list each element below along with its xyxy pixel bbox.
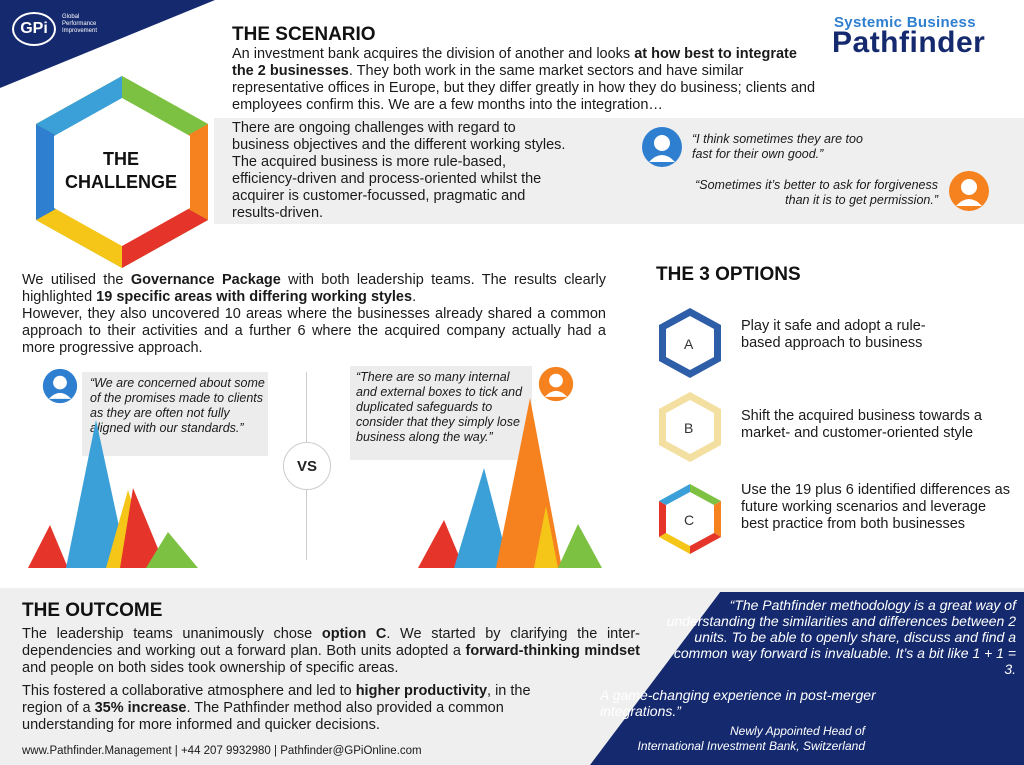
man-glasses-avatar-icon xyxy=(42,368,78,404)
scenario-text xyxy=(232,46,822,114)
governance-text-bold: 19 specific areas with differing working styles xyxy=(96,289,413,305)
governance-text-bold: Governance Package xyxy=(130,272,281,288)
man-glasses-avatar-icon xyxy=(538,366,574,402)
testimonial-author-line: International Investment Bank, Switzerland xyxy=(637,739,865,753)
outcome-text-part: , in the region of a xyxy=(22,683,531,716)
outcome-text-part: . We started by clarifying the inter-dependencies and working out a forward plan. Both units adopted a xyxy=(22,626,640,659)
testimonial-quote: “The Pathfinder methodology is a great way of understanding the similarities and differences between 2 units. To be able to openly share, discuss and find a common way forward is invaluable. It’s a bit like 1 + 1 = 3. xyxy=(666,597,1016,677)
challenge-text: There are ongoing challenges with regard to business objectives and the different working styles. The acquired business is more rule-based, efficiency-driven and process-oriented whilst the acquirer is customer-focussed, pragmatic and results-driven. xyxy=(232,120,566,221)
challenge-badge-line: CHALLENGE xyxy=(65,172,177,192)
male-avatar-icon xyxy=(948,170,990,212)
option-b-text: Shift the acquired business towards a market- and customer-oriented style xyxy=(741,408,982,441)
governance-text-part: . xyxy=(412,289,417,305)
outcome-text-part: and people on both sides took ownership of specific areas. xyxy=(22,660,399,676)
left-quote: “We are concerned about some of the promises made to clients as they are often not fully aligned with our standards.” xyxy=(90,376,265,435)
outcome-text-bold: 35% increase xyxy=(94,700,187,716)
testimonial-quote-end: A game-changing experience in post-merger integrations.” xyxy=(600,687,876,719)
female-avatar-icon xyxy=(641,126,683,168)
outcome-paragraph-2 xyxy=(22,683,562,734)
testimonial-author-line: Newly Appointed Head of xyxy=(730,724,865,738)
challenge-badge-label xyxy=(56,148,186,194)
scenario-text-part: . They both work in the same market sectors and have similar representative offices in Europe, but they differ greatly in how they do business; clients and employees confirm this. We are a few months into the integration… xyxy=(232,63,816,113)
governance-text-part: However, they also uncovered 10 areas where the businesses already shared a common approach to their activities and a further 6 where the acquired company actually had a more progressive approach. xyxy=(22,306,606,356)
right-peaks-graphic xyxy=(418,398,604,570)
gpi-logo-subtitle xyxy=(62,14,122,35)
gpi-sub-line: Improvement xyxy=(62,28,98,34)
scenario-text-part: An investment bank acquires the division of another and looks xyxy=(232,46,635,62)
left-peaks-graphic xyxy=(28,420,238,570)
vs-badge: VS xyxy=(283,442,331,490)
outcome-text-part: The leadership teams unanimously chose xyxy=(22,626,322,642)
challenge-badge-line: THE xyxy=(103,149,139,169)
challenge-quote-1: “I think sometimes they are too fast for their own good.” xyxy=(692,132,863,161)
gpi-logo: GPi xyxy=(12,12,56,46)
pathfinder-logo: Pathfinder xyxy=(832,26,986,59)
gpi-sub-line: Global xyxy=(62,14,80,20)
outcome-text-bold: higher productivity xyxy=(355,683,488,699)
challenge-quote-2: “Sometimes it’s better to ask for forgiveness than it is to get permission.” xyxy=(695,178,938,207)
outcome-text-bold: forward-thinking mindset xyxy=(465,643,641,659)
outcome-paragraph-1 xyxy=(22,626,640,677)
scenario-title: THE SCENARIO xyxy=(232,24,376,45)
option-c-text: Use the 19 plus 6 identified differences as future working scenarios and leverage best practice from both businesses xyxy=(741,482,1010,532)
testimonial-author xyxy=(600,724,865,754)
outcome-text-part: This fostered a collaborative atmosphere and led to xyxy=(22,683,356,699)
option-a-letter: A xyxy=(684,336,694,352)
outcome-text-bold: option C xyxy=(321,626,387,642)
option-b-letter: B xyxy=(684,420,694,436)
option-a-text: Play it safe and adopt a rule-based approach to business xyxy=(741,318,926,351)
gpi-sub-line: Performance xyxy=(62,21,97,27)
pathfinder-logo-top: Systemic Business xyxy=(834,14,976,31)
vs-divider-top xyxy=(306,372,307,442)
right-quote: “There are so many internal and external boxes to tick and duplicated safeguards to consider that they simply lose business along the way.” xyxy=(356,370,523,444)
vs-divider-bottom xyxy=(306,490,307,560)
governance-text-part: with both leadership teams. The results clearly highlighted xyxy=(22,272,606,305)
options-title: THE 3 OPTIONS xyxy=(656,264,801,285)
outcome-text-part: . The Pathfinder method also provided a common understanding for more informed and quicker decisions. xyxy=(22,700,504,733)
outcome-title: THE OUTCOME xyxy=(22,600,163,621)
option-c-letter: C xyxy=(684,512,695,528)
footer-contact: www.Pathfinder.Management | +44 207 9932980 | Pathfinder@GPiOnline.com xyxy=(22,745,422,757)
scenario-text-bold: at how best to integrate the 2 businesses xyxy=(232,46,797,79)
governance-text-part: We utilised the xyxy=(22,272,131,288)
governance-paragraph xyxy=(22,272,606,357)
